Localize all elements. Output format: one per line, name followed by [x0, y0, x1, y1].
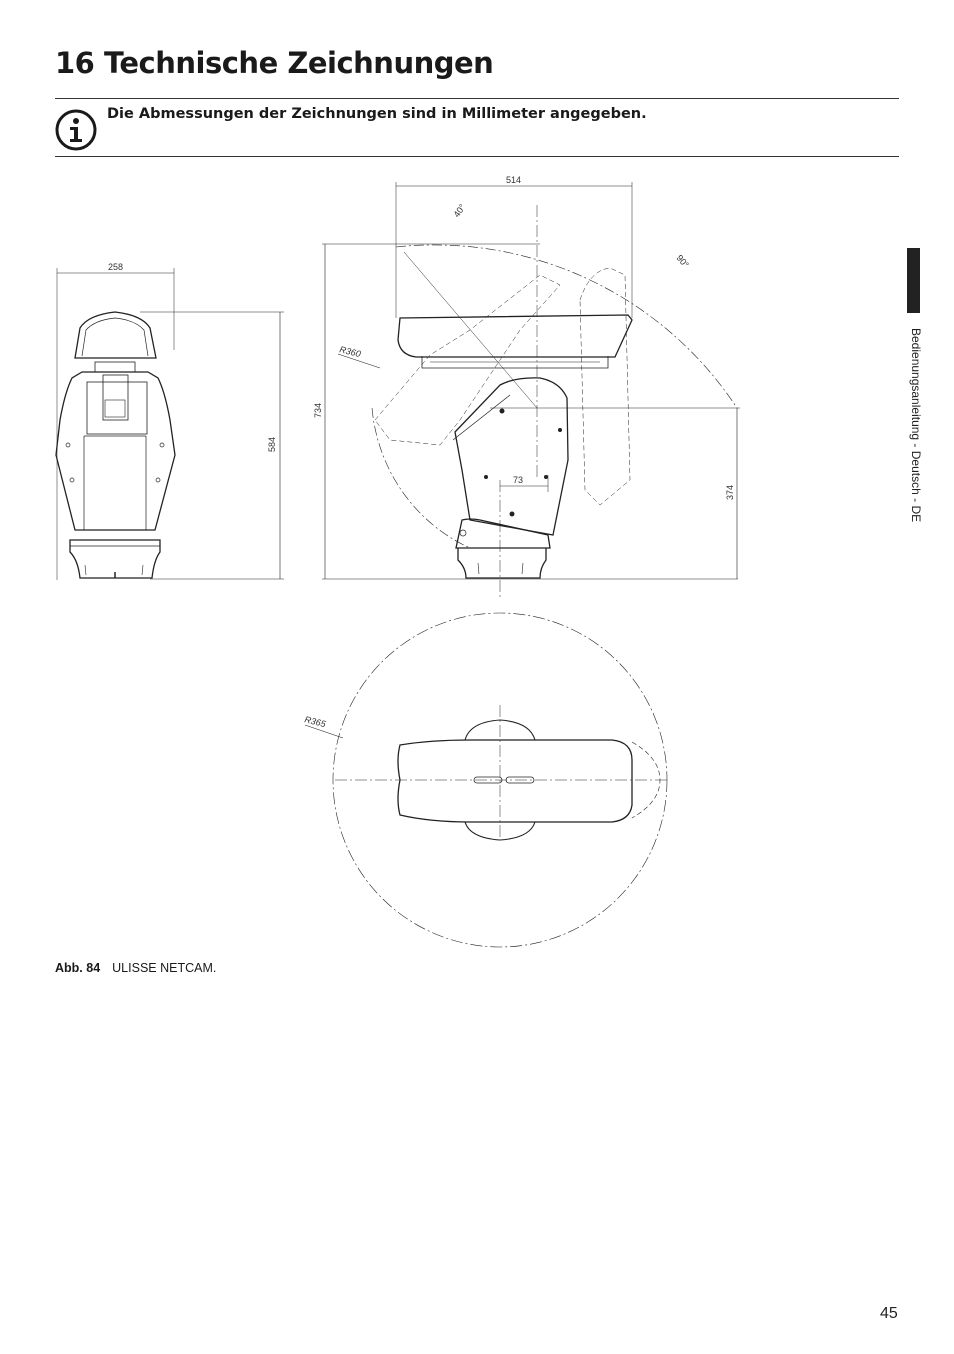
section-tab [907, 248, 920, 313]
info-note: Die Abmessungen der Zeichnungen sind in Millimeter angegeben. [107, 106, 647, 122]
dim-center-height: 374 [725, 484, 735, 500]
side-view [313, 175, 740, 598]
dim-tilt-down: 90° [674, 252, 691, 270]
figure-number: Abb. 84 [55, 961, 101, 975]
front-view [56, 262, 284, 580]
figure-title: ULISSE NETCAM. [112, 961, 217, 975]
dim-offset: 73 [513, 475, 524, 485]
side-label: Bedienungsanleitung - Deutsch - DE [909, 328, 923, 523]
page-number: 45 [880, 1305, 898, 1322]
dim-top-radius: R365 [303, 714, 327, 730]
dim-tilt-up: 40° [451, 202, 468, 220]
dim-side-radius: R360 [338, 344, 362, 360]
top-view [304, 613, 668, 947]
page-title: 16 Technische Zeichnungen [55, 46, 494, 80]
dim-side-width: 514 [506, 175, 522, 185]
dim-front-width: 258 [108, 262, 124, 272]
figure-caption [55, 961, 216, 975]
dim-front-height: 584 [267, 436, 277, 452]
dim-side-height: 734 [313, 402, 323, 418]
